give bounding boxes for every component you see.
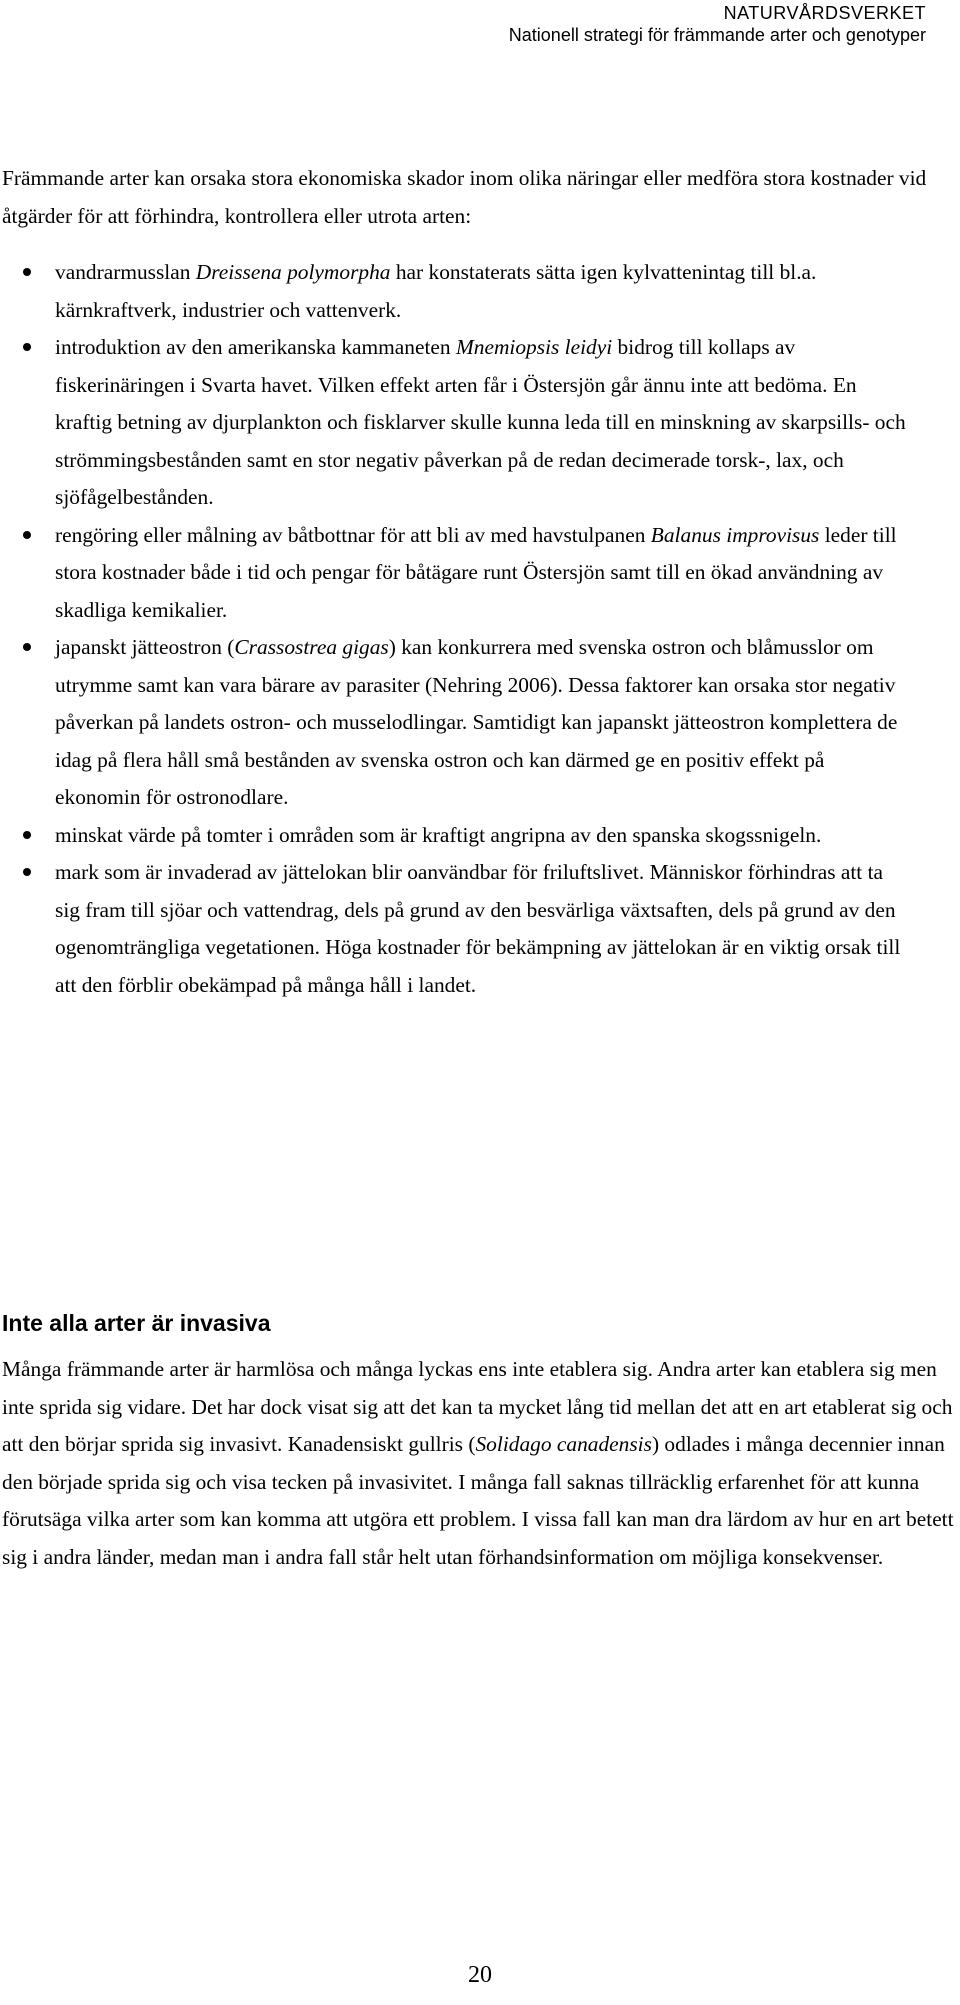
page-number: 20 <box>468 1962 492 1988</box>
impact-list <box>0 254 960 1004</box>
bullet-icon <box>23 643 31 651</box>
species-name: Dreissena polymorpha <box>195 260 391 284</box>
header-subtitle: Nationell strategi för främmande arter och genotyper <box>508 25 926 45</box>
section-body <box>2 1351 957 1576</box>
species-name: Balanus improvisus <box>650 522 820 547</box>
intro-paragraph: Främmande arter kan orsaka stora ekonomiska skador inom olika näringar eller medföra stora kostnader vid åtgärder för att förhindra, kontrollera eller utrota arten: <box>2 166 927 228</box>
section-heading: Inte alla arter är invasiva <box>2 1310 271 1336</box>
bullet-icon <box>23 531 31 539</box>
bullet-icon <box>23 868 31 876</box>
list-item: japanskt jätteostron (Crassostrea gigas) kan konkurrera med svenska ostron och blåmusslor om utrymme samt kan vara bärare av parasiter (Nehring 2006). Dessa faktorer kan orsaka stor negativ påverkan på landets ostron- och musselodlingar. Samtidigt kan japanskt jätteostron komplettera de idag på flera håll små bestånden av svenska ostron och kan därmed ge en positiv effekt på ekonomin för ostronodlare. <box>0 629 910 817</box>
species-name: Crassostrea gigas <box>234 635 389 659</box>
species-name: Solidago canadensis <box>475 1432 652 1456</box>
bullet-icon <box>23 343 31 351</box>
species-name: Mnemiopsis leidyi <box>455 335 613 359</box>
list-item: introduktion av den amerikanska kammaneten Mnemiopsis leidyi bidrog till kollaps av fiskerinäringen i Svarta havet. Vilken effekt arten får i Östersjön går ännu inte att bedöma. En kraftig betning av djurplankton och fisklarver skulle kunna leda till en minskning av skarpsills- och strömmingsbestånden samt en stor negativ påverkan på de redan decimerade torsk-, lax, och sjöfågelbestånden. <box>0 329 910 517</box>
section-paragraph: Många främmande arter är harmlösa och många lyckas ens inte etablera sig. Andra arter kan etablera sig men inte sprida sig vidare. Det har dock visat sig att det kan ta mycket lång tid mellan det att en art etablerat sig och att den börjar sprida sig invasivt. Kanadensiskt gullris (Solidago canadensis) odlades i många decennier innan den började sprida sig och visa tecken på invasivitet. I många fall saknas tillräcklig erfarenhet för att kunna förutsäga vilka arter som kan komma att utgöra ett problem. I vissa fall kan man dra lärdom av hur en art betett sig i andra länder, medan man i andra fall står helt utan förhandsinformation om möjliga konsekvenser. <box>2 1357 954 1569</box>
list-item: vandrarmusslan Dreissena polymorpha har konstaterats sätta igen kylvattenintag till bl.a. kärnkraftverk, industrier och vattenverk. <box>0 254 910 329</box>
bullet-icon <box>23 268 31 276</box>
running-header <box>509 0 926 46</box>
list-item: minskat värde på tomter i områden som är kraftigt angripna av den spanska skogssnigeln. <box>0 817 910 855</box>
bullet-icon <box>23 831 31 839</box>
list-item: mark som är invaderad av jättelokan blir oanvändbar för friluftslivet. Människor förhindras att ta sig fram till sjöar och vattendrag, dels på grund av den besvärliga växtsaften, dels på grund av den ogenomträngliga vegetationen. Höga kostnader för bekämpning av jättelokan är en viktig orsak till att den förblir obekämpad på många håll i landet. <box>0 854 910 1004</box>
main-content <box>0 160 960 1004</box>
list-item: rengöring eller målning av båtbottnar för att bli av med havstulpanen Balanus improvisus leder till stora kostnader både i tid och pengar för båtägare runt Östersjön samt till en ökad användning av skadliga kemikalier. <box>0 517 910 630</box>
header-org: NATURVÅRDSVERKET <box>723 3 926 23</box>
